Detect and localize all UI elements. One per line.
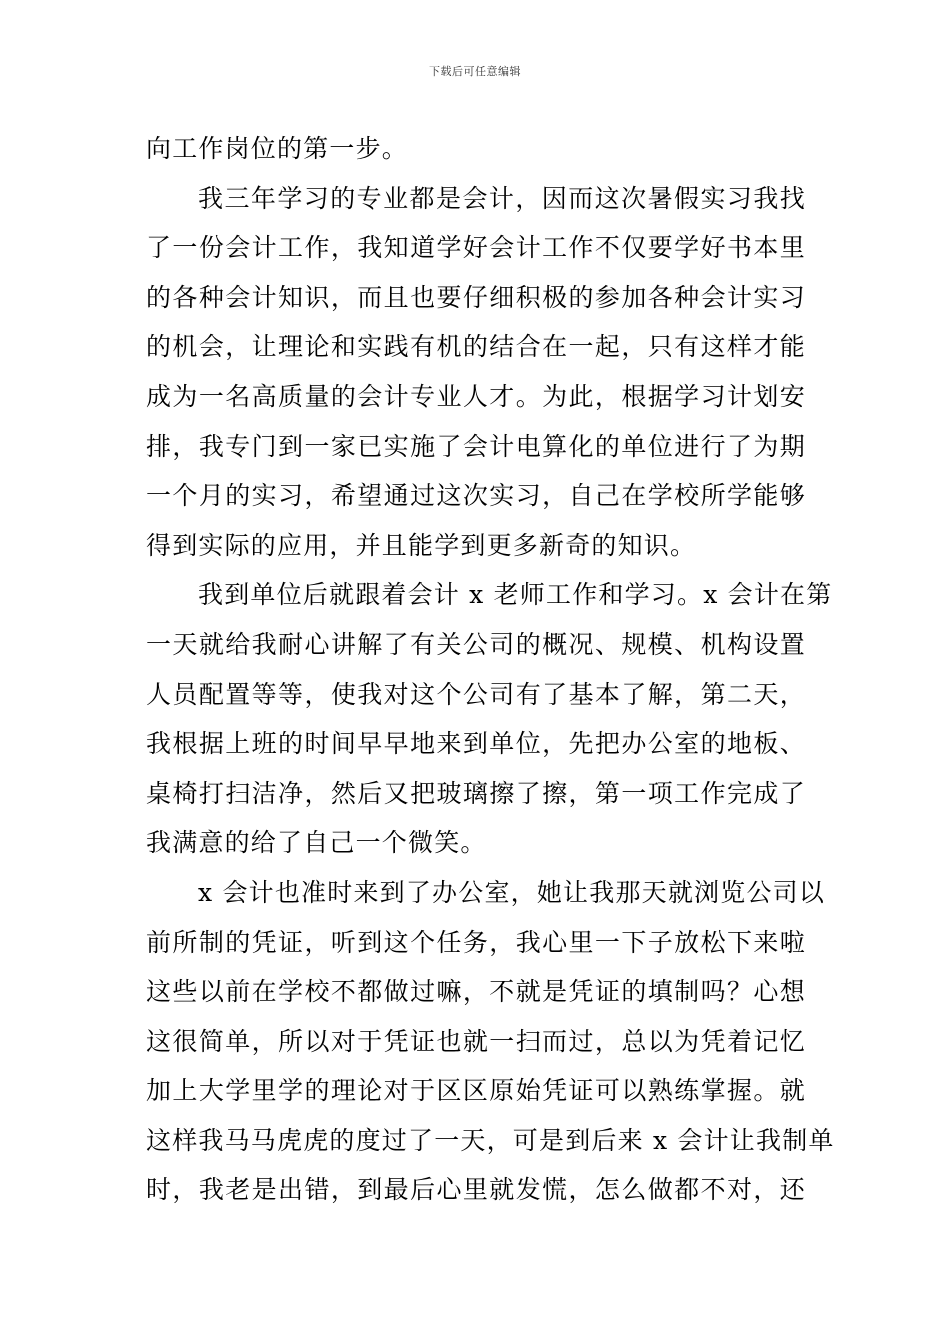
- text-line: 我满意的给了自己一个微笑。: [146, 828, 487, 858]
- text-line: 这很简单，所以对于凭证也就一扫而过，总以为凭着记忆: [146, 1026, 806, 1056]
- text-line: 加上大学里学的理论对于区区原始凭证可以熟练掌握。就: [146, 1076, 806, 1106]
- page-header: 下载后可任意编辑: [429, 65, 521, 78]
- text-line: 人员配置等等，使我对这个公司有了基本了解，第二天，: [146, 679, 806, 709]
- text-line: 这样我马马虎虎的度过了一天，可是到后来 x 会计让我制单: [146, 1125, 835, 1155]
- text-line: 成为一名高质量的会计专业人才。为此，根据学习计划安: [146, 381, 806, 411]
- text-line: 桌椅打扫洁净，然后又把玻璃擦了擦，第一项工作完成了: [146, 778, 806, 808]
- text-line: 这些以前在学校不都做过嘛，不就是凭证的填制吗？心想: [146, 977, 806, 1007]
- text-line: 向工作岗位的第一步。: [146, 134, 409, 163]
- text-line: 一天就给我耐心讲解了有关公司的概况、规模、机构设置: [146, 629, 806, 659]
- text-line: 前所制的凭证，听到这个任务，我心里一下子放松下来啦: [146, 927, 806, 957]
- text-line: 的各种会计知识，而且也要仔细积极的参加各种会计实习: [146, 282, 806, 312]
- text-line: 我根据上班的时间早早地来到单位，先把办公室的地板、: [146, 729, 806, 759]
- text-line: 我三年学习的专业都是会计，因而这次暑假实习我找: [198, 183, 806, 213]
- document-body: [146, 124, 835, 1215]
- text-line: 得到实际的应用，并且能学到更多新奇的知识。: [146, 530, 697, 560]
- text-line: 排，我专门到一家已实施了会计电算化的单位进行了为期: [146, 431, 806, 461]
- text-line: 了一份会计工作，我知道学好会计工作不仅要学好书本里: [146, 233, 806, 263]
- text-line: 一个月的实习，希望通过这次实习，自己在学校所学能够: [146, 481, 806, 511]
- text-line: 的机会，让理论和实践有机的结合在一起，只有这样才能: [146, 332, 806, 362]
- text-line: 时，我老是出错，到最后心里就发慌，怎么做都不对，还: [146, 1175, 806, 1205]
- text-line: x 会计也准时来到了办公室，她让我那天就浏览公司以: [198, 877, 826, 907]
- text-line: 我到单位后就跟着会计 x 老师工作和学习。x 会计在第: [198, 580, 833, 610]
